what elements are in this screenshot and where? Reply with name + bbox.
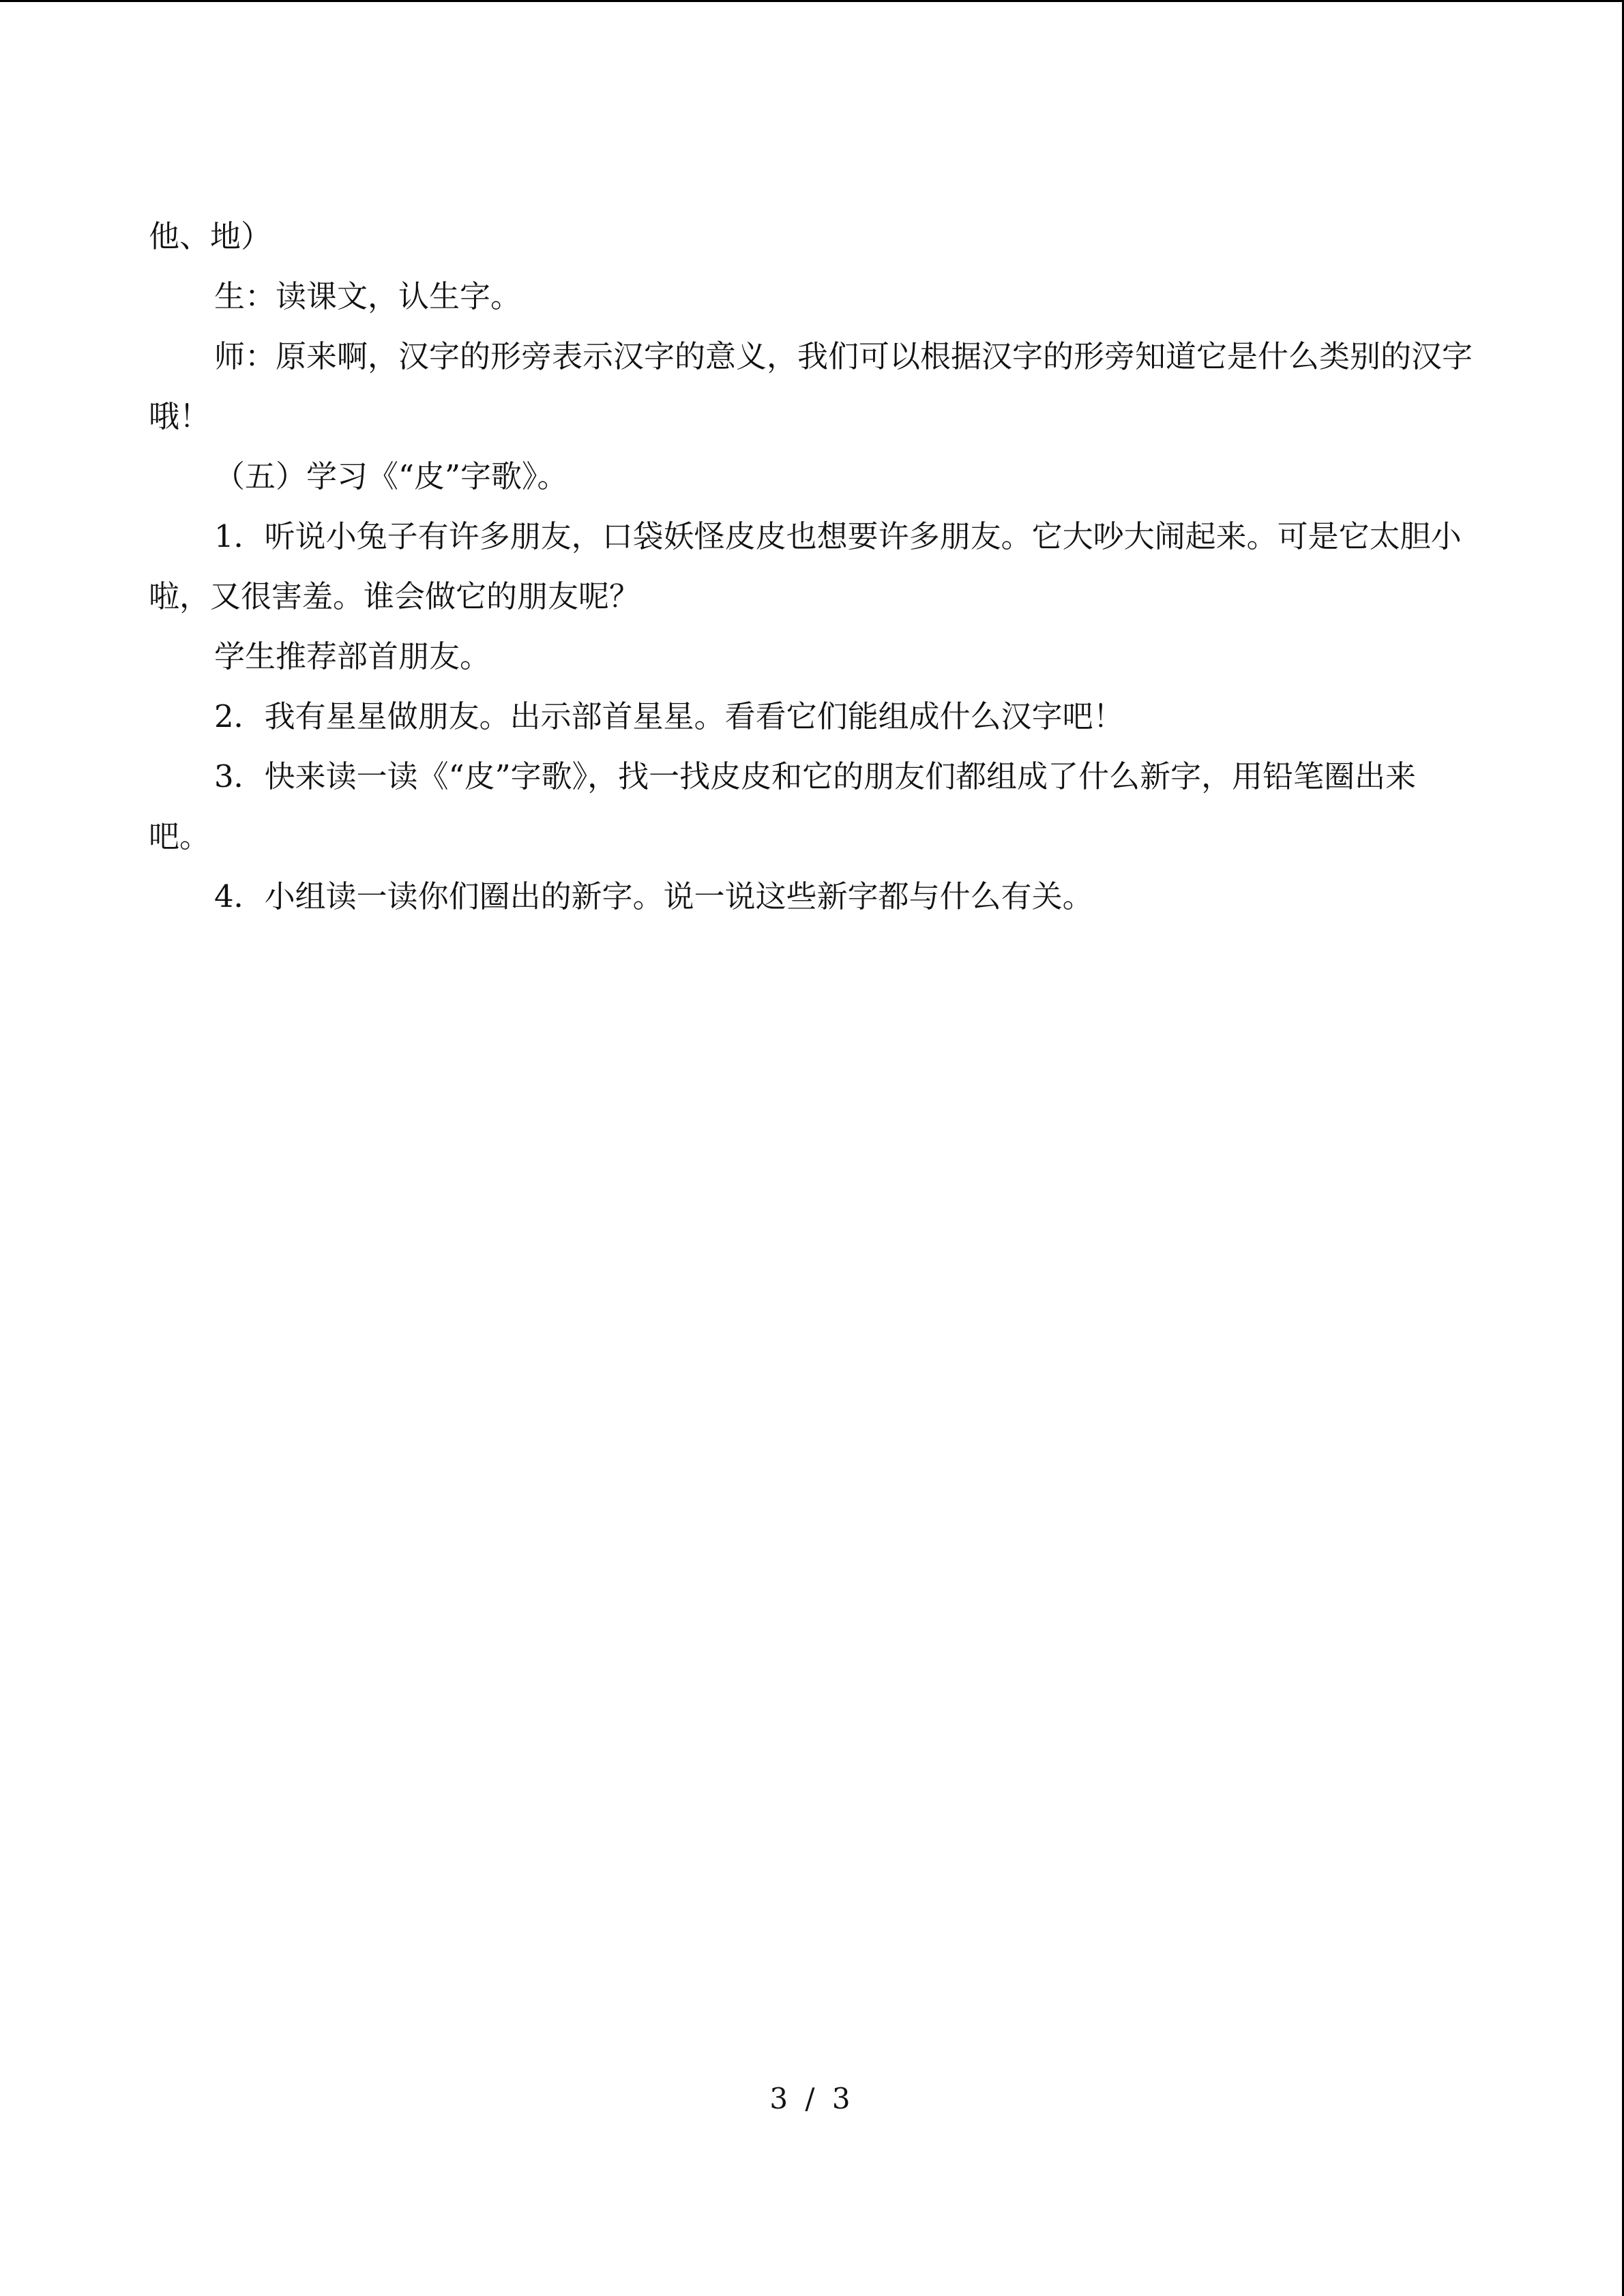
- paragraph-5: 1．听说小兔子有许多朋友，口袋妖怪皮皮也想要许多朋友。它大吵大闹起来。可是它太胆小啦，又很害羞。谁会做它的朋友呢？: [149, 518, 1462, 614]
- paragraph-7: 2．我有星星做朋友。出示部首星星。看看它们能组成什么汉字吧！: [214, 698, 1124, 734]
- paragraph-1: 他、地）: [149, 218, 272, 254]
- paragraph-4: （五）学习《“皮”字歌》。: [214, 458, 568, 494]
- paragraph-6: 学生推荐部首朋友。: [214, 638, 491, 674]
- page-number: 3 / 3: [769, 2082, 855, 2115]
- paragraph-8: 3．快来读一读《“皮”字歌》，找一找皮皮和它的朋友们都组成了什么新字，用铅笔圈出来吧。: [149, 758, 1417, 854]
- paragraph-3: 师：原来啊，汉字的形旁表示汉字的意义，我们可以根据汉字的形旁知道它是什么类别的汉字哦！: [149, 338, 1473, 434]
- document-body: [149, 207, 1475, 927]
- paragraph-2: 生：读课文，认生字。: [214, 278, 522, 314]
- paragraph-9: 4．小组读一读你们圈出的新字。说一说这些新字都与什么有关。: [214, 878, 1093, 914]
